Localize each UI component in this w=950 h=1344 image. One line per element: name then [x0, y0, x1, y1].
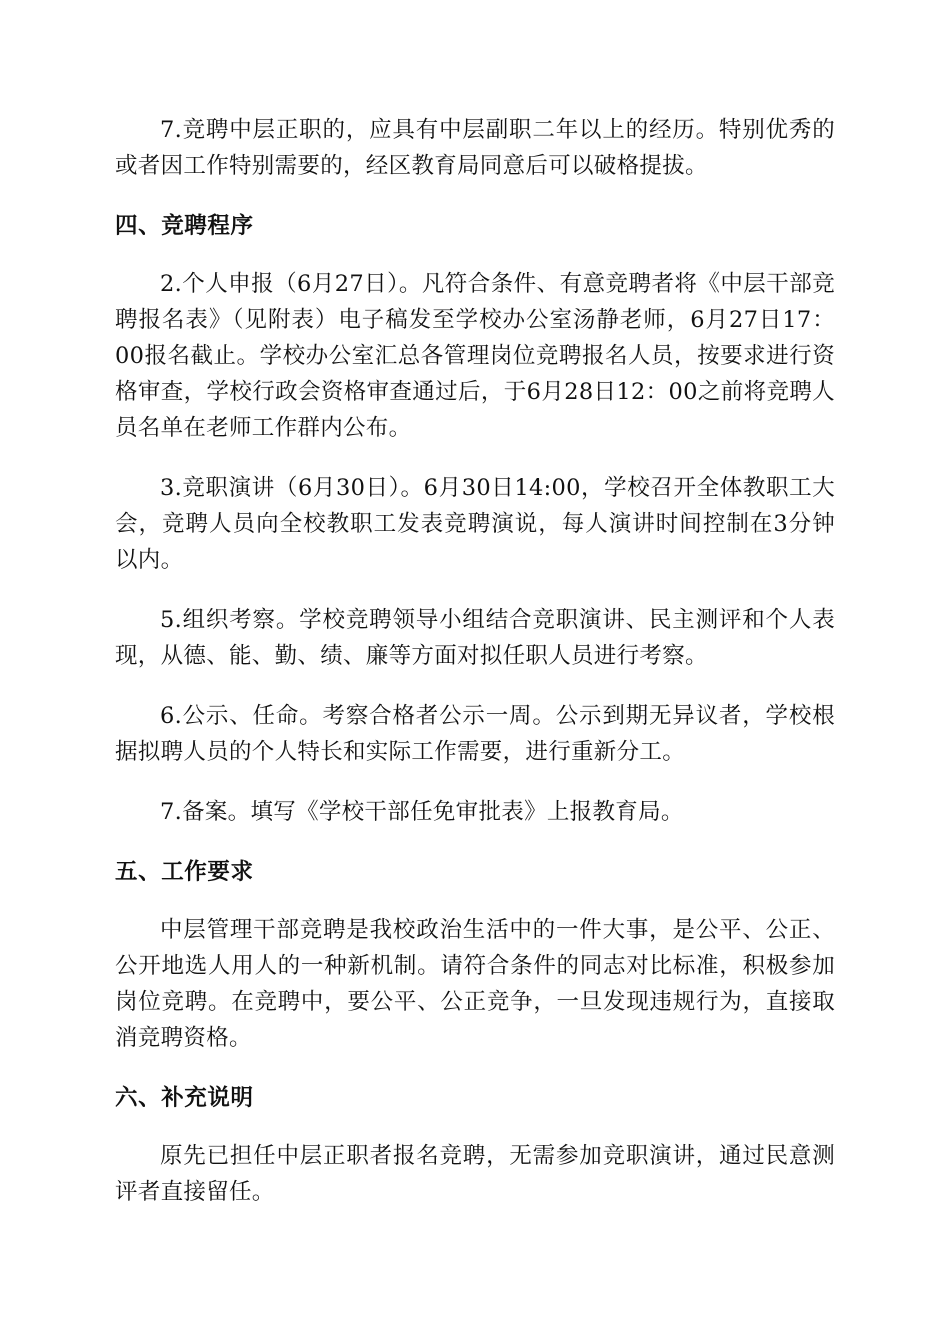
paragraph-campaign-speech: 3.竞职演讲（6月30日）。6月30日14:00，学校召开全体教职工大会，竞聘人员向全校教职工发表竞聘演说，每人演讲时间控制在3分钟以内。 [115, 475, 835, 573]
paragraph-qualification-7: 7.竞聘中层正职的，应具有中层副职二年以上的经历。特别优秀的或者因工作特别需要的，经区教育局同意后可以破格提拔。 [115, 117, 835, 179]
paragraph-work-requirements: 中层管理干部竞聘是我校政治生活中的一件大事，是公平、公正、公开地选人用人的一种新机制。请符合条件的同志对比标准，积极参加岗位竞聘。在竞聘中，要公平、公正竞争，一旦发现违规行为，直接取消竞聘资格。 [115, 917, 835, 1051]
paragraph-organization-inspection: 5.组织考察。学校竞聘领导小组结合竞职演讲、民主测评和个人表现，从德、能、勤、绩、廉等方面对拟任职人员进行考察。 [115, 607, 835, 669]
document-page [115, 112, 835, 1210]
section-heading-work-requirements: 五、工作要求 [115, 859, 254, 885]
paragraph-record-filing: 7.备案。填写《学校干部任免审批表》上报教育局。 [160, 799, 684, 825]
paragraph-publicity-appointment: 6.公示、任命。考察合格者公示一周。公示到期无异议者，学校根据拟聘人员的个人特长和实际工作需要，进行重新分工。 [115, 703, 835, 765]
section-heading-supplement: 六、补充说明 [115, 1085, 254, 1111]
paragraph-supplement: 原先已担任中层正职者报名竞聘，无需参加竞职演讲，通过民意测评者直接留任。 [115, 1143, 835, 1205]
section-heading-procedure: 四、竞聘程序 [115, 213, 254, 239]
paragraph-personal-application: 2.个人申报（6月27日）。凡符合条件、有意竞聘者将《中层干部竞聘报名表》（见附表）电子稿发至学校办公室汤静老师，6月27日17：00报名截止。学校办公室汇总各管理岗位竞聘报名人员，按要求进行资格审查，学校行政会资格审查通过后，于6月28日12：00之前将竞聘人员名单在老师工作群内公布。 [115, 271, 835, 441]
